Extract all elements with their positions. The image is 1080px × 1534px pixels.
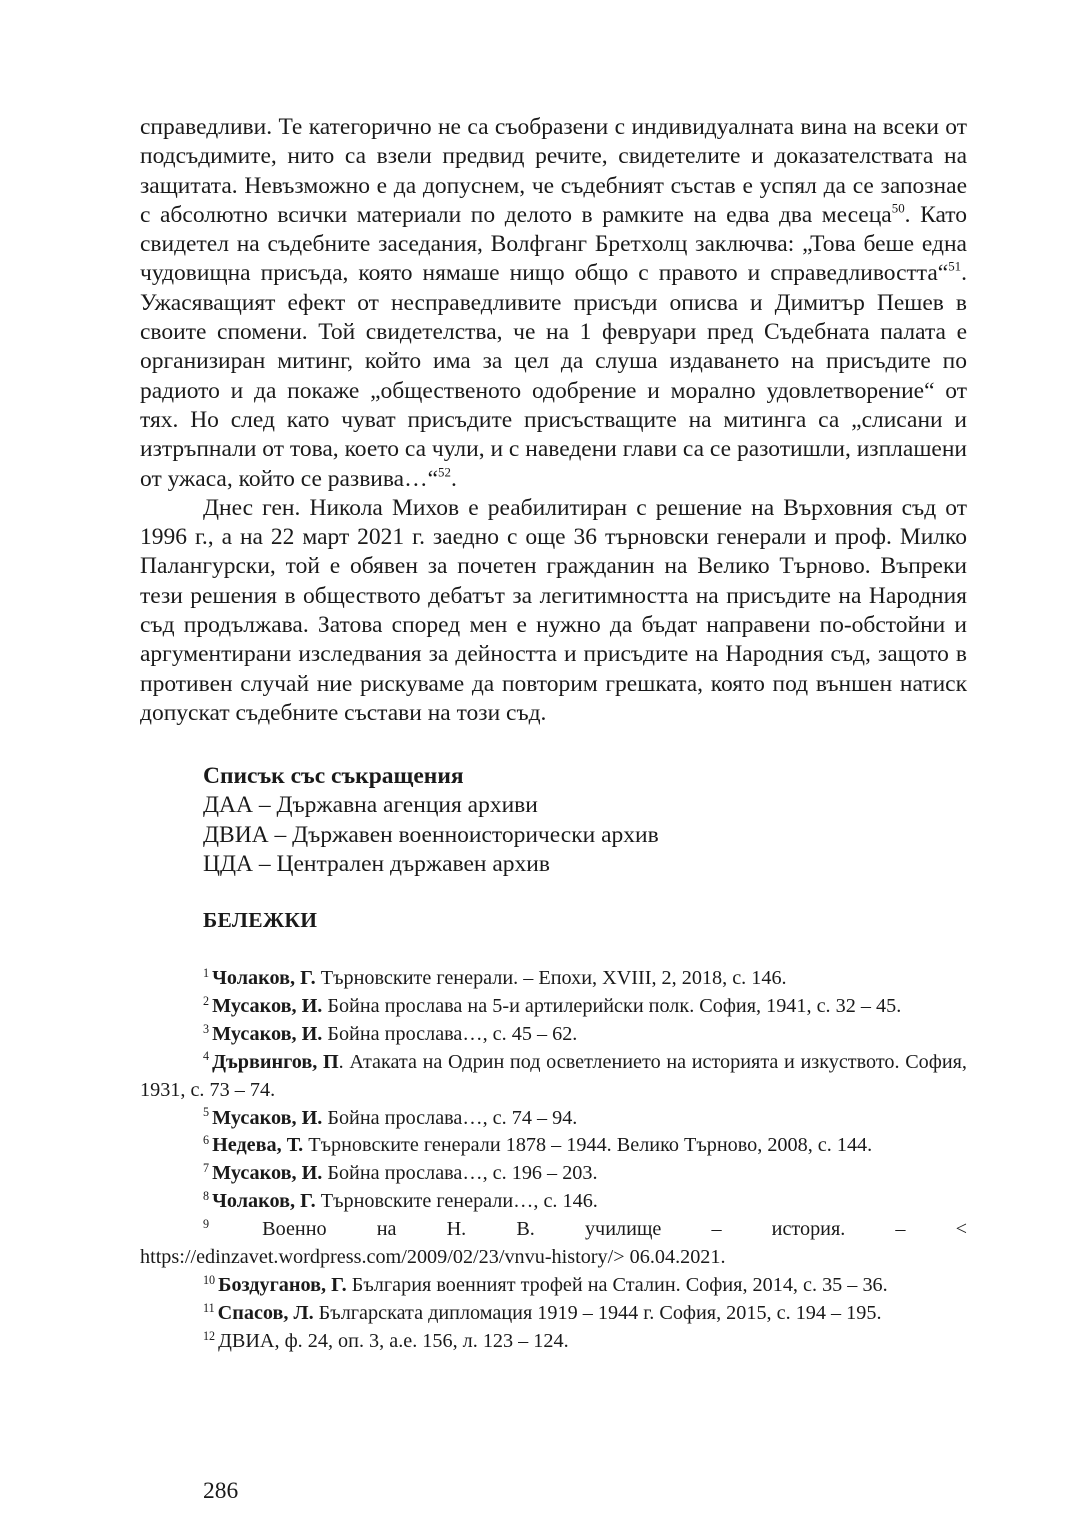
page-number: 286 [203, 1478, 239, 1504]
footnote-text: Бойна прослава…, с. 196 – 203. [322, 1162, 598, 1185]
footnote-text: Бойна прослава на 5-и артилерийски полк. София, 1941, с. 32 – 45. [322, 994, 902, 1017]
footnote-author: Чолаков, Г. [212, 967, 316, 989]
footnote-author: Мусаков, И. [212, 1106, 323, 1129]
footnote [140, 1188, 967, 1216]
footnote-author: Недева, Т. [212, 1134, 304, 1157]
body-paragraph-2: Днес ген. Никола Михов е реабилитиран с решение на Върховния съд от 1996 г., а на 22 март 2021 г. заедно с още 36 търновски генерали и проф. Милко Палангурски, той е обявен за почетен гражданин на Велико Търново. Въпреки тези решения в обществото дебатът за легитимността на присъдите на Народния съд продължава. Затова според мен е нужно да бъдат направени по-обстойни и аргументирани изследвания за дейността и присъдите на Народния съд, защото в противен случай ние рискуваме да повторим грешката, която под външен натиск допускат съдебните състави на този съд. [140, 494, 967, 726]
footnote-text: . Атаката на Одрин под осветлението на историята и изкуството. София, 1931, с. 73 – 74. [140, 1050, 967, 1101]
footnote-number: 11 [203, 1300, 215, 1315]
footnote-author: Мусаков, И. [212, 1022, 323, 1045]
footnote [140, 1049, 967, 1105]
footnote-text: Бойна прослава…, с. 45 – 62. [322, 1022, 578, 1045]
footnote-author: Мусаков, И. [212, 1162, 323, 1185]
footnote-number: 6 [203, 1133, 210, 1148]
footnote-text: ДВИА, ф. 24, оп. 3, а.е. 156, л. 123 – 124. [218, 1329, 569, 1352]
footnote-text: Военно на Н. В. училище – история. – < https://edinzavet.wordpress.com/2009/02/23/vnvu-history/> 06.04.2021. [140, 1218, 967, 1269]
footnote [140, 1105, 967, 1133]
footnote-number: 2 [203, 993, 210, 1008]
body-paragraph-1: справедливи. Те категорично не са съобразени с индивидуалната вина на всеки от подсъдимите, нито са взели предвид речите, свидетелите и доказателствата на защитата. Невъзможно е да допуснем, че съдебният състав е успял да се запознае с абсолютно всички материали по делото в рамките на едва два месеца$^{50}$. Като свидетел на съдебните заседания, Волфганг Бретхолц заключва: „Това беше една чудовищна присъда, която нямаше нищо общо с правото и справедливостта“$^{51}$. Ужасяващият ефект от несправедливите присъди описва и Димитър Пешев в своите спомени. Той свидетелства, че на 1 февруари пред Съдебната палата е организиран митинг, който има за цел да слуша издаването на присъдите по радиото и да покаже „общественото одобрение и морално удовлетворение“ от тях. Но след като чуват присъдите присъстващите на митинга са „слисани и изтръпнали от това, което са чули, и с наведени глави са се разотишли, изплашени от ужаса, който се развива…“$^{52}$. [140, 114, 967, 492]
footnote-ref-51: 51 [948, 258, 962, 274]
footnote [140, 965, 967, 993]
abbreviation-item: ДВИА – Държавен военноисторически архив [203, 821, 659, 848]
footnote-text: Търновските генерали. – Епохи, XVIII, 2, 2018, с. 146. [315, 967, 787, 989]
footnote [140, 1160, 967, 1188]
footnote-author: Дървингов, П [212, 1050, 339, 1073]
footnotes-list [140, 965, 967, 1356]
footnote-text: България военният трофей на Сталин. София, 2014, с. 35 – 36. [346, 1273, 888, 1296]
footnote-author: Чолаков, Г. [212, 1190, 316, 1213]
footnote-number: 10 [203, 1272, 216, 1287]
footnote-author: Спасов, Л. [217, 1301, 314, 1324]
abbreviation-item: ЦДА – Централен държавен архив [203, 850, 550, 877]
abbreviations-list [203, 762, 963, 879]
footnote-author: Боздуганов, Г. [218, 1273, 347, 1296]
footnote [140, 1216, 967, 1272]
footnote-number: 4 [203, 1049, 210, 1064]
footnote [140, 1300, 967, 1328]
footnote [140, 1021, 967, 1049]
footnote [140, 1272, 967, 1300]
footnote-number: 12 [203, 1328, 216, 1343]
footnote-number: 1 [203, 965, 210, 980]
footnote-text: Бойна прослава…, с. 74 – 94. [322, 1106, 578, 1129]
footnote-text: Българската дипломация 1919 – 1944 г. София, 2015, с. 194 – 195. [313, 1301, 882, 1324]
body-text [140, 113, 967, 728]
footnote-number: 8 [203, 1188, 210, 1203]
footnote-author: Мусаков, И. [212, 994, 323, 1017]
footnote [140, 993, 967, 1021]
footnote [140, 1132, 967, 1160]
notes-title: БЕЛЕЖКИ [203, 908, 318, 932]
abbreviations-title: Списък със съкращения [203, 763, 464, 789]
footnote-number: 5 [203, 1105, 210, 1120]
footnote [140, 1328, 967, 1356]
footnote-text: Търновските генерали 1878 – 1944. Велико Търново, 2008, с. 144. [303, 1134, 873, 1157]
footnote-text: Търновските генерали…, с. 146. [315, 1190, 598, 1213]
abbreviation-item: ДАА – Държавна агенция архиви [203, 792, 538, 819]
footnote-number: 7 [203, 1161, 210, 1176]
footnote-ref-52: 52 [438, 463, 451, 479]
footnote-number: 9 [203, 1216, 210, 1231]
footnote-number: 3 [203, 1021, 210, 1036]
footnote-ref-50: 50 [891, 200, 905, 216]
